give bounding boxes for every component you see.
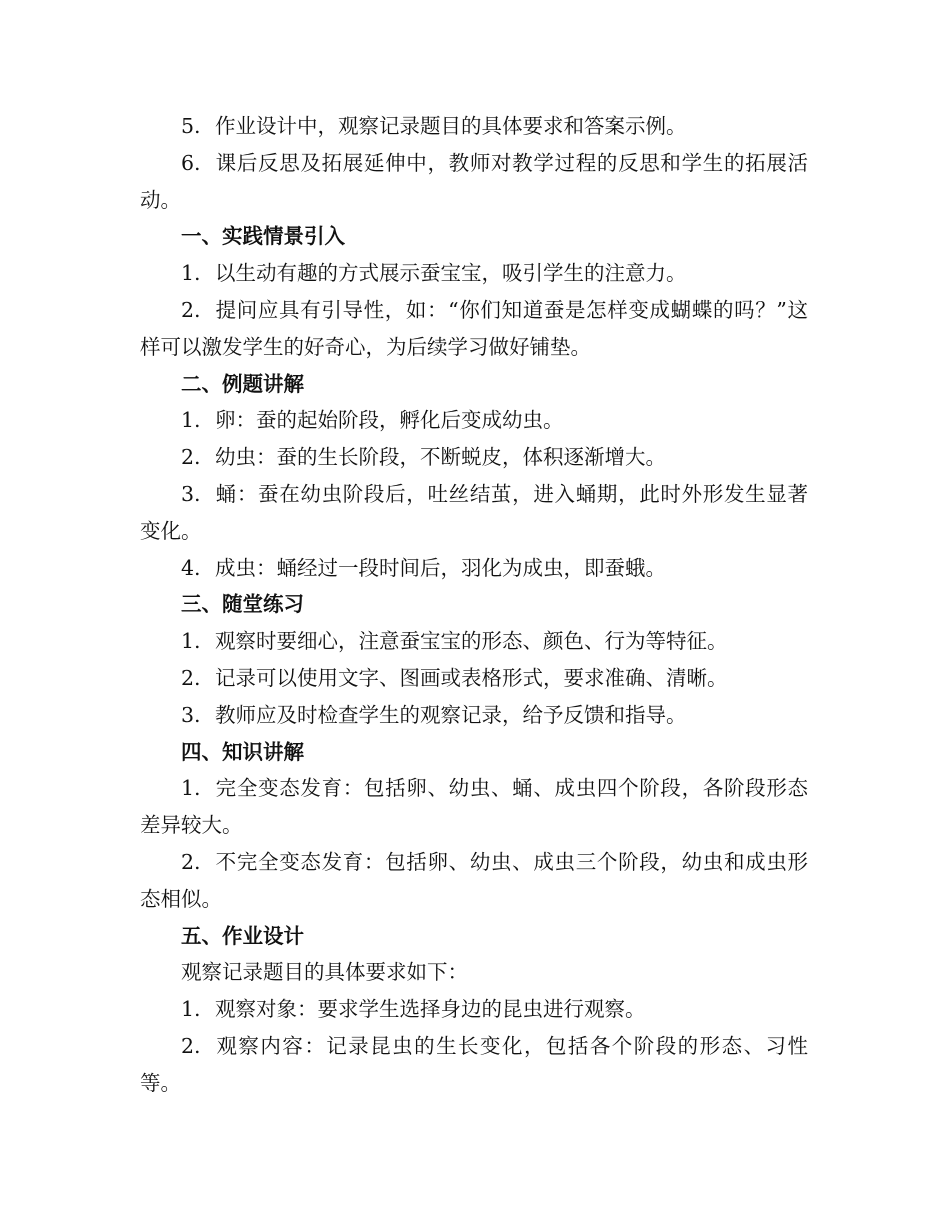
list-item (140, 623, 808, 660)
list-item (140, 991, 808, 1028)
item-text: 课后反思及拓展延伸中，教师对教学过程的反思和学生的拓展活动。 (140, 150, 808, 212)
item-number: 2. (181, 445, 201, 470)
list-item (140, 402, 808, 439)
list-item (140, 292, 808, 366)
item-number: 2. (181, 849, 201, 874)
item-number: 5. (181, 114, 201, 138)
item-number: 6. (181, 150, 201, 175)
list-item (140, 770, 808, 844)
item-text: 教师应及时检查学生的观察记录，给予反馈和指导。 (215, 702, 687, 727)
item-number: 1. (181, 408, 201, 433)
item-text: 成虫：蛹经过一段时间后，羽化为成虫，即蚕蛾。 (215, 555, 666, 580)
item-text: 幼虫：蚕的生长阶段，不断蜕皮，体积逐渐增大。 (215, 445, 666, 470)
section-heading: 二、例题讲解 (181, 371, 304, 396)
document-body (140, 108, 808, 1102)
item-number: 1. (181, 261, 201, 286)
paragraph: 观察记录题目的具体要求如下： (181, 960, 468, 985)
item-text: 完全变态发育：包括卵、幼虫、蛹、成虫四个阶段，各阶段形态差异较大。 (140, 776, 808, 838)
item-text: 以生动有趣的方式展示蚕宝宝，吸引学生的注意力。 (215, 261, 687, 286)
item-text: 观察内容：记录昆虫的生长变化，包括各个阶段的形态、习性等。 (140, 1033, 808, 1095)
list-item (140, 1028, 808, 1102)
section-heading: 一、实践情景引入 (181, 224, 345, 249)
item-text: 提问应具有引导性，如：“你们知道蚕是怎样变成蝴蝶的吗？”这样可以激发学生的好奇心，为后续学习做好铺垫。 (140, 297, 808, 359)
list-item (140, 697, 808, 734)
list-item (140, 550, 808, 587)
section-heading: 四、知识讲解 (181, 739, 304, 764)
item-text: 观察时要细心，注意蚕宝宝的形态、颜色、行为等特征。 (215, 629, 728, 654)
item-number: 4. (181, 555, 201, 580)
item-number: 3. (181, 481, 201, 506)
list-item (140, 844, 808, 918)
list-item (140, 108, 808, 145)
list-item (140, 439, 808, 476)
item-text: 作业设计中，观察记录题目的具体要求和答案示例。 (215, 114, 687, 138)
list-item (140, 660, 808, 697)
item-number: 3. (181, 702, 201, 727)
item-text: 不完全变态发育：包括卵、幼虫、成虫三个阶段，幼虫和成虫形态相似。 (140, 849, 808, 911)
list-item (140, 145, 808, 219)
item-number: 1. (181, 997, 201, 1022)
item-number: 1. (181, 776, 201, 801)
item-text: 观察对象：要求学生选择身边的昆虫进行观察。 (215, 997, 646, 1022)
item-text: 蛹：蚕在幼虫阶段后，吐丝结茧，进入蛹期，此时外形发生显著变化。 (140, 481, 808, 543)
item-number: 2. (181, 1033, 201, 1058)
list-item (140, 476, 808, 550)
item-number: 2. (181, 297, 201, 322)
section-heading: 三、随堂练习 (181, 592, 304, 617)
section-heading: 五、作业设计 (181, 923, 304, 948)
item-number: 2. (181, 665, 201, 690)
item-text: 记录可以使用文字、图画或表格形式，要求准确、清晰。 (215, 665, 728, 690)
item-number: 1. (181, 629, 201, 654)
list-item (140, 255, 808, 292)
item-text: 卵：蚕的起始阶段，孵化后变成幼虫。 (215, 408, 564, 433)
